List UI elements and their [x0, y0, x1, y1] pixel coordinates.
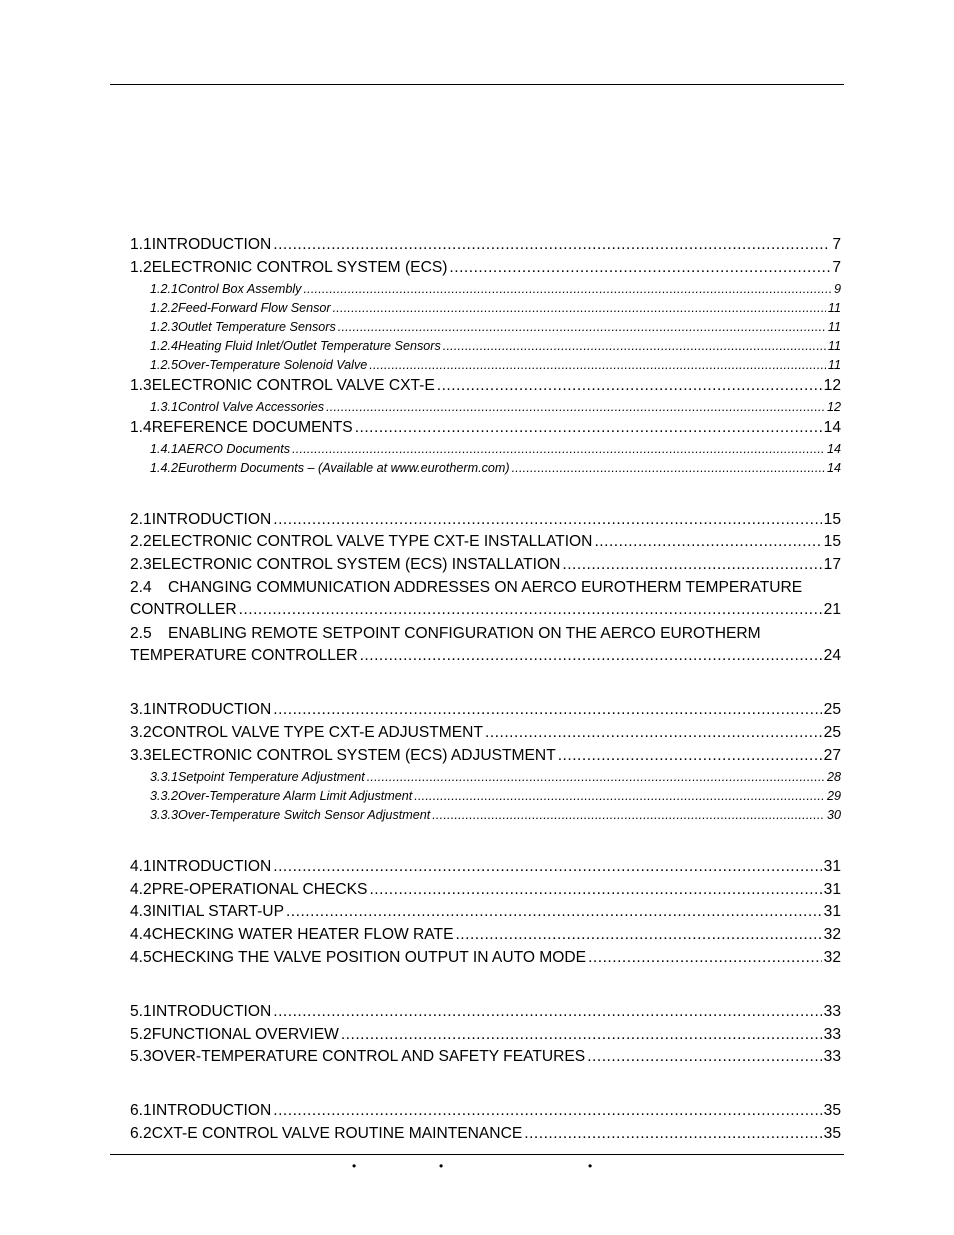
toc-entry-title-continued: CONTROLLER [130, 601, 237, 618]
toc-entry-number: 4.1 [130, 858, 152, 875]
toc-entry-title: AERCO Documents [178, 442, 291, 456]
toc-entry-title: ELECTRONIC CONTROL SYSTEM (ECS) INSTALLATION [151, 556, 561, 573]
toc-entry-title: CHECKING WATER HEATER FLOW RATE [151, 926, 454, 943]
toc-entry[interactable] [130, 339, 841, 353]
toc-entry[interactable] [130, 259, 841, 277]
toc-entry-number: 1.3.1 [150, 400, 179, 414]
toc-entry[interactable] [130, 377, 841, 395]
toc-entry-page: 31 [823, 858, 841, 875]
toc-entry[interactable] [130, 808, 841, 822]
footer-rule [110, 1154, 844, 1155]
toc-entry[interactable] [130, 701, 841, 719]
toc-entry[interactable] [130, 625, 841, 665]
toc-entry-number: 3.3.1 [150, 770, 179, 784]
toc-entry[interactable] [130, 1048, 841, 1066]
toc-entry[interactable] [130, 926, 841, 944]
toc-entry-page: 29 [826, 789, 841, 803]
toc-entry-page: 28 [826, 770, 841, 784]
dot-leader [273, 1102, 821, 1120]
toc-entry-number: 5.1 [130, 1003, 152, 1020]
toc-entry-number: 1.4.2 [150, 461, 179, 475]
toc-entry-number: 3.3 [130, 747, 152, 764]
toc-entry-page: 14 [823, 419, 841, 436]
toc-entry-title: Eurotherm Documents – (Available at www.eurotherm.com) [178, 461, 510, 475]
toc-entry-number: 2.1 [130, 511, 152, 528]
toc-entry-title: CHECKING THE VALVE POSITION OUTPUT IN AUTO MODE [151, 949, 587, 966]
toc-entry-page: 7 [832, 259, 841, 276]
toc-entry-title: INTRODUCTION [151, 701, 272, 718]
toc-entry-page: 11 [827, 339, 841, 353]
toc-entry-page: 11 [827, 301, 841, 315]
toc-entry-title: Over-Temperature Solenoid Valve [178, 358, 368, 372]
toc-entry[interactable] [130, 1125, 841, 1143]
toc-entry-number: 4.2 [130, 881, 152, 898]
toc-entry-page: 32 [823, 926, 841, 943]
toc-entry[interactable] [130, 511, 841, 529]
toc-entry-number: 3.3.3 [150, 808, 179, 822]
toc-entry[interactable] [130, 282, 841, 296]
toc-entry-page: 25 [823, 701, 841, 718]
dot-leader [588, 949, 822, 967]
toc-entry-title: Feed-Forward Flow Sensor [178, 301, 331, 315]
toc-entry-title: CONTROL VALVE TYPE CXT-E ADJUSTMENT [151, 724, 483, 741]
toc-entry-number: 3.3.2 [150, 789, 179, 803]
footer-bullet: • [439, 1159, 444, 1173]
footer-bullet: • [352, 1159, 357, 1173]
footer-bullet: • [588, 1159, 593, 1173]
toc-entry-number: 3.2 [130, 724, 152, 741]
toc-entry-page: 7 [832, 236, 841, 253]
toc-entry-title: INITIAL START-UP [151, 903, 284, 920]
toc-entry-page: 12 [823, 377, 841, 394]
toc-entry-number: 1.2.4 [150, 339, 179, 353]
toc-entry-number: 3.1 [130, 701, 152, 718]
toc-entry[interactable] [130, 301, 841, 315]
toc-entry-page: 33 [823, 1003, 841, 1020]
dot-leader [273, 1003, 821, 1021]
toc-entry-title: OVER-TEMPERATURE CONTROL AND SAFETY FEATURES [151, 1048, 586, 1065]
dot-leader [455, 926, 821, 944]
dot-leader [367, 770, 825, 784]
toc-entry-title-continued: TEMPERATURE CONTROLLER [130, 647, 358, 664]
toc-entry[interactable] [130, 419, 841, 437]
toc-entry-title: ENABLING REMOTE SETPOINT CONFIGURATION ON THE AERCO EUROTHERM [168, 625, 761, 642]
toc-entry-page: 17 [823, 556, 841, 573]
toc-entry[interactable] [130, 556, 841, 574]
toc-entry[interactable] [130, 236, 841, 254]
dot-leader [273, 236, 830, 254]
toc-entry-number: 2.5 [130, 625, 152, 642]
toc-entry[interactable] [130, 1003, 841, 1021]
toc-entry-title: Over-Temperature Alarm Limit Adjustment [178, 789, 413, 803]
toc-entry-title: ELECTRONIC CONTROL SYSTEM (ECS) [151, 259, 448, 276]
dot-leader [303, 282, 832, 296]
toc-entry-title: FUNCTIONAL OVERVIEW [151, 1026, 339, 1043]
toc-entry-page: 15 [823, 533, 841, 550]
dot-leader [594, 533, 821, 551]
toc-entry[interactable] [130, 461, 841, 475]
toc-entry-title: ELECTRONIC CONTROL SYSTEM (ECS) ADJUSTMENT [151, 747, 556, 764]
toc-entry-page: 35 [823, 1125, 841, 1142]
dot-leader [338, 320, 826, 334]
toc-entry-title: INTRODUCTION [151, 1102, 272, 1119]
toc-entry-number: 1.2 [130, 259, 152, 276]
toc-entry[interactable] [130, 400, 841, 414]
toc-entry-number: 6.1 [130, 1102, 152, 1119]
toc-entry-number: 6.2 [130, 1125, 152, 1142]
toc-entry[interactable] [130, 579, 841, 619]
dot-leader [286, 903, 822, 921]
toc-entry[interactable] [130, 858, 841, 876]
dot-leader [437, 377, 822, 395]
toc-entry-number: 4.4 [130, 926, 152, 943]
dot-leader [273, 858, 821, 876]
toc-entry-title: Control Valve Accessories [178, 400, 325, 414]
toc-entry[interactable] [130, 903, 841, 921]
toc-entry[interactable] [130, 770, 841, 784]
dot-leader [558, 747, 822, 765]
toc-entry-page: 27 [823, 747, 841, 764]
toc-entry-title: Over-Temperature Switch Sensor Adjustment [178, 808, 431, 822]
toc-entry-page: 14 [826, 461, 841, 475]
dot-leader [273, 701, 821, 719]
toc-entry-title: ELECTRONIC CONTROL VALVE TYPE CXT-E INSTALLATION [151, 533, 593, 550]
toc-entry-page: 30 [826, 808, 841, 822]
toc-entry-page: 33 [823, 1026, 841, 1043]
dot-leader [333, 301, 826, 315]
dot-leader [587, 1048, 821, 1066]
toc-entry-number: 1.4 [130, 419, 152, 436]
toc-entry-page: 33 [823, 1048, 841, 1065]
toc-entry-page: 31 [823, 881, 841, 898]
dot-leader [341, 1026, 822, 1044]
toc-entry-page: 24 [823, 647, 841, 664]
toc-entry-page: 14 [826, 442, 841, 456]
toc-entry[interactable] [130, 1026, 841, 1044]
toc-entry-page: 15 [823, 511, 841, 528]
toc-entry-number: 2.4 [130, 579, 152, 596]
toc-entry-title: INTRODUCTION [151, 511, 272, 528]
dot-leader [432, 808, 825, 822]
toc-entry[interactable] [130, 881, 841, 899]
toc-entry-title: PRE-OPERATIONAL CHECKS [151, 881, 368, 898]
toc-entry-number: 2.3 [130, 556, 152, 573]
toc-entry[interactable] [130, 1102, 841, 1120]
toc-entry-number: 1.2.2 [150, 301, 179, 315]
toc-entry[interactable] [130, 533, 841, 551]
toc-entry-number: 1.1 [130, 236, 152, 253]
dot-leader [369, 358, 826, 372]
toc-entry[interactable] [130, 789, 841, 803]
dot-leader [414, 789, 825, 803]
toc-entry-number: 2.2 [130, 533, 152, 550]
toc-entry-title: INTRODUCTION [151, 858, 272, 875]
toc-entry-page: 31 [823, 903, 841, 920]
toc-entry-page: 9 [833, 282, 841, 296]
dot-leader [326, 400, 825, 414]
toc-entry-page: 11 [827, 320, 841, 334]
dot-leader [355, 419, 822, 437]
toc-entry-title: REFERENCE DOCUMENTS [151, 419, 353, 436]
toc-entry[interactable] [130, 747, 841, 765]
header-rule [110, 84, 844, 85]
dot-leader [273, 511, 821, 529]
dot-leader [524, 1125, 821, 1143]
toc-entry[interactable] [130, 320, 841, 334]
toc-entry-number: 4.5 [130, 949, 152, 966]
toc-entry-title: Control Box Assembly [178, 282, 302, 296]
toc-entry-number: 1.2.5 [150, 358, 179, 372]
dot-leader [239, 601, 822, 619]
toc-entry-title: INTRODUCTION [151, 1003, 272, 1020]
dot-leader [360, 647, 822, 665]
toc-entry[interactable] [130, 358, 841, 372]
dot-leader [485, 724, 822, 742]
dot-leader [562, 556, 821, 574]
toc-entry-number: 5.3 [130, 1048, 152, 1065]
toc-entry-page: 12 [826, 400, 841, 414]
toc-entry-title: CXT-E CONTROL VALVE ROUTINE MAINTENANCE [151, 1125, 523, 1142]
toc-entry-page: 25 [823, 724, 841, 741]
dot-leader [369, 881, 821, 899]
toc-entry-number: 4.3 [130, 903, 152, 920]
toc-entry-page: 21 [823, 601, 841, 618]
toc-entry-number: 1.4.1 [150, 442, 179, 456]
toc-entry[interactable] [130, 949, 841, 967]
toc-entry-title: Setpoint Temperature Adjustment [178, 770, 365, 784]
toc-entry-title: Heating Fluid Inlet/Outlet Temperature Sensors [178, 339, 441, 353]
toc-entry[interactable] [130, 724, 841, 742]
toc-entry-number: 5.2 [130, 1026, 152, 1043]
dot-leader [512, 461, 825, 475]
toc-entry-title: Outlet Temperature Sensors [178, 320, 336, 334]
toc-entry-page: 11 [827, 358, 841, 372]
toc-entry-number: 1.2.1 [150, 282, 179, 296]
toc-entry-page: 35 [823, 1102, 841, 1119]
toc-entry-title: INTRODUCTION [151, 236, 272, 253]
dot-leader [449, 259, 830, 277]
toc-entry-number: 1.2.3 [150, 320, 179, 334]
toc-entry[interactable] [130, 442, 841, 456]
toc-entry-title: ELECTRONIC CONTROL VALVE CXT-E [151, 377, 435, 394]
dot-leader [292, 442, 825, 456]
toc-entry-page: 32 [823, 949, 841, 966]
toc-entry-title: CHANGING COMMUNICATION ADDRESSES ON AERCO EUROTHERM TEMPERATURE [168, 579, 803, 596]
dot-leader [443, 339, 826, 353]
toc-entry-number: 1.3 [130, 377, 152, 394]
